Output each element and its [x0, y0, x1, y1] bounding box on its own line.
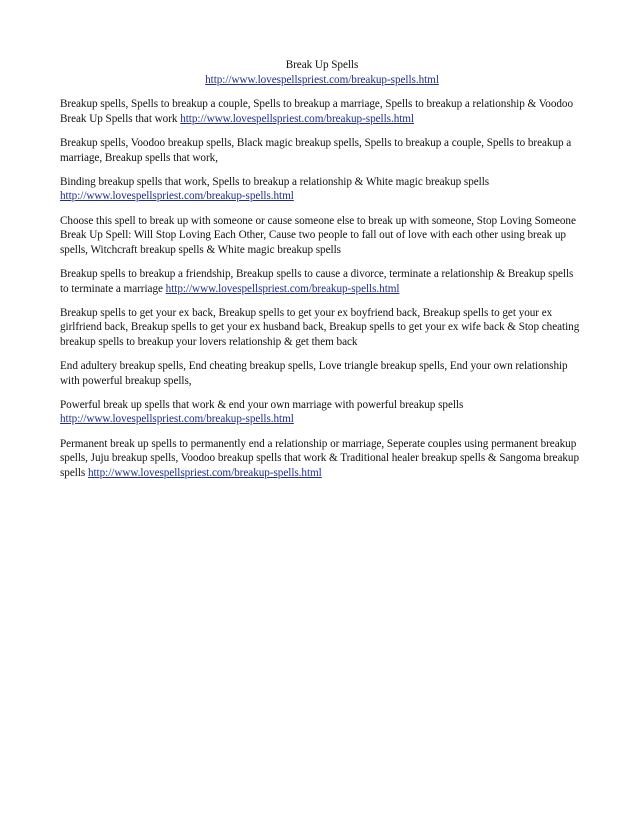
- paragraph: [60, 97, 584, 126]
- paragraph: [60, 175, 584, 204]
- paragraph-link[interactable]: http://www.lovespellspriest.com/breakup-spells.html: [180, 112, 415, 125]
- paragraph-text: Breakup spells to breakup a friendship, Breakup spells to cause a divorce, terminate a relationship & Breakup spells to terminate a marriage: [60, 267, 574, 295]
- paragraph-text: Permanent break up spells to permanently end a relationship or marriage, Seperate couples using permanent breakup spells, Juju breakup spells, Voodoo breakup spells that work & Traditional healer breakup spells & Sangoma breakup spells: [60, 437, 579, 479]
- paragraph-text: Choose this spell to break up with someone or cause someone else to break up with someone, Stop Loving Someone Break Up Spell: Will Stop Loving Each Other, Cause two people to fall out of love with each other using break up spells, Witchcraft breakup spells & White magic breakup spells: [60, 214, 576, 256]
- document-title: Break Up Spells: [285, 59, 359, 71]
- paragraph-text: Breakup spells, Voodoo breakup spells, Black magic breakup spells, Spells to breakup a couple, Spells to breakup a marriage, Breakup spells that work,: [60, 136, 572, 164]
- paragraph-text: End adultery breakup spells, End cheating breakup spells, Love triangle breakup spells, End your own relationship with powerful breakup spells,: [60, 360, 568, 387]
- paragraph: [60, 214, 584, 258]
- paragraph: [60, 306, 584, 350]
- header-link[interactable]: http://www.lovespellspriest.com/breakup-spells.html: [205, 73, 439, 86]
- paragraph: [60, 359, 584, 388]
- paragraph: [60, 437, 584, 481]
- paragraph-text: Breakup spells to get your ex back, Breakup spells to get your ex boyfriend back, Breakup spells to get your ex girlfriend back, Breakup spells to get your ex husband back, Breakup spells to get your ex wife back & Stop cheating breakup spells to breakup your lovers relationship & get them back: [60, 306, 580, 348]
- paragraph-text: Binding breakup spells that work, Spells to breakup a relationship & White magic breakup spells: [60, 175, 490, 188]
- document-body: [60, 58, 584, 490]
- paragraph-text: Powerful break up spells that work & end your own marriage with powerful breakup spells: [60, 398, 464, 411]
- paragraph: [60, 267, 584, 296]
- paragraph-link[interactable]: http://www.lovespellspriest.com/breakup-spells.html: [60, 190, 294, 203]
- document-header: [60, 58, 584, 87]
- paragraph: [60, 398, 584, 427]
- paragraph-link[interactable]: http://www.lovespellspriest.com/breakup-spells.html: [87, 466, 322, 479]
- paragraph-text: Breakup spells, Spells to breakup a couple, Spells to breakup a marriage, Spells to breakup a relationship & Voodoo Break Up Spells that work: [60, 98, 574, 125]
- paragraph-link[interactable]: http://www.lovespellspriest.com/breakup-spells.html: [165, 282, 400, 295]
- paragraph-link[interactable]: http://www.lovespellspriest.com/breakup-spells.html: [60, 413, 294, 426]
- paragraph: [60, 136, 584, 165]
